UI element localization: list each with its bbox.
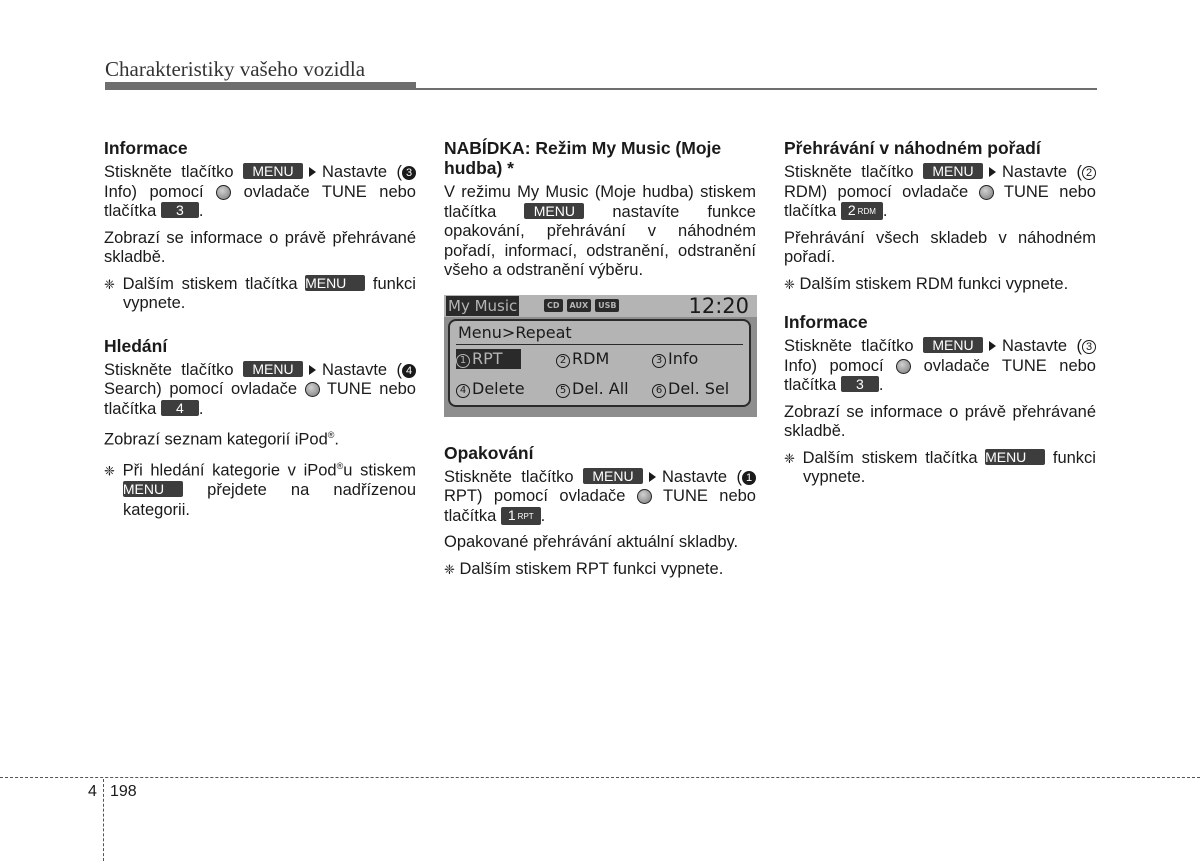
note-star-icon: ❈ [104,276,115,292]
instruction-paragraph: Stiskněte tlačítko MENU Nastavte ( 3Info) pomocí ovladače TUNE nebo tlačítka 3 . [104,163,416,220]
tune-knob-icon [637,489,652,504]
section-hledani [104,336,416,521]
circled-number-icon: 1 [742,471,756,485]
section-heading: NABÍDKA: Režim My Music (Moje hudba) * [444,138,722,178]
footer-vertical-rule [103,779,104,861]
tune-knob-icon [979,185,994,200]
tune-knob-icon [216,185,231,200]
note-star-icon: ❈ [444,561,455,577]
aux-badge: AUX [567,299,592,312]
lcd-option-rdm: 2 RDM [556,349,609,369]
note-paragraph: ❈ Dalším stiskem tlačítka MENU funkci vypnete. [784,448,1096,486]
menu-key-icon: MENU [123,481,183,497]
preset-key-rdm-icon: 2 RDM [841,202,883,220]
circled-number-icon: 4 [402,364,416,378]
lcd-option-del-all: 5 Del. All [556,379,629,399]
lcd-option-rpt: 1 RPT [456,349,521,369]
menu-key-icon: MENU [524,203,584,219]
note-star-icon: ❈ [784,276,795,292]
note-paragraph: ❈ Dalším stiskem RPT funkci vypnete. [444,559,724,578]
cd-badge: CD [544,299,563,312]
section-informace-2 [784,312,1096,488]
circled-number-icon: 2 [1082,166,1096,180]
instruction-paragraph: Stiskněte tlačítko MENU Nastavte ( 3Info) pomocí ovladače TUNE nebo tlačítka 3 . [784,337,1096,394]
description-paragraph: Opakované přehrávání aktuální skladby. [444,533,739,551]
note-star-icon: ❈ [104,463,115,479]
arrow-right-icon [649,472,656,482]
note-paragraph: ❈ Dalším stiskem tlačítka MENU funkci vypnete. [104,274,416,312]
section-nahodne-poradi [784,138,1096,294]
section-heading: Informace [784,312,868,332]
section-heading: Opakování [444,442,534,463]
tune-knob-icon [896,359,911,374]
preset-key-icon: 3 [161,202,199,218]
page-number: 198 [110,783,137,800]
section-heading: Hledání [104,335,168,356]
lcd-status-bar [444,295,757,317]
lcd-separator [456,344,743,346]
lcd-mode-label: My Music [448,296,518,315]
arrow-right-icon [989,341,996,351]
note-paragraph: ❈ Při hledání kategorie v iPod®u stiskem MENU přejdete na nadřízenou kategorii. [104,461,416,519]
preset-key-icon: 4 [161,400,199,416]
usb-badge: USB [595,299,619,312]
section-heading: Informace [104,138,188,158]
menu-key-icon: MENU [305,275,365,291]
chapter-number: 4 [88,783,97,800]
description-paragraph: Zobrazí se informace o právě přehrávané skladbě. [104,228,416,266]
note-star-icon: ❈ [784,450,795,466]
arrow-right-icon [309,167,316,177]
section-informace [104,138,416,314]
circled-number-icon: 3 [402,166,416,180]
instruction-paragraph: Stiskněte tlačítko MENU Nastavte ( 4Search) pomocí ovladače TUNE nebo tlačítka 4 . [104,360,416,418]
section-heading: Přehrávání v náhodném pořadí [784,138,1041,158]
column-right [784,138,1096,502]
menu-key-icon: MENU [243,163,303,179]
arrow-right-icon [309,365,316,375]
circled-number-icon: 3 [1082,340,1096,354]
instruction-paragraph: Stiskněte tlačítko MENU Nastavte ( 1RPT) pomocí ovladače TUNE nebo tlačítka 1 RPT . [444,467,756,525]
preset-key-rpt-icon: 1 RPT [501,507,541,525]
menu-key-icon: MENU [923,163,983,179]
arrow-right-icon [989,167,996,177]
section-nabidka [444,138,756,281]
lcd-option-del-sel: 6 Del. Sel [652,379,729,399]
menu-key-icon: MENU [583,468,643,484]
footer-rule [0,777,1200,778]
menu-key-icon: MENU [985,449,1045,465]
lcd-menu-panel [448,319,751,407]
lcd-option-delete: 4 Delete [456,379,525,399]
description-paragraph: Zobrazí se informace o právě přehrávané skladbě. [784,402,1096,440]
lcd-option-info: 3 Info [652,349,698,369]
tune-knob-icon [305,382,320,397]
instruction-paragraph: Stiskněte tlačítko MENU Nastavte ( 2RDM) pomocí ovladače TUNE nebo tlačítka 2 RDM . [784,163,1096,220]
section-opakovani [444,443,756,580]
menu-key-icon: MENU [243,361,303,377]
lcd-display [444,295,757,417]
lcd-submenu-title: Menu>Repeat [458,322,572,342]
menu-key-icon: MENU [923,337,983,353]
lcd-source-badges [544,299,619,312]
page-header-title: Charakteristiky vašeho vozidla [105,57,366,81]
column-left [104,138,416,534]
note-paragraph: ❈ Dalším stiskem RDM funkci vypnete. [784,274,1069,293]
description-paragraph: Zobrazí seznam kategorií iPod®. [104,430,340,449]
lcd-clock: 12:20 [688,293,749,318]
header-rule [105,82,1097,90]
instruction-paragraph: V režimu My Music (Moje hudba) stiskem tlačítka MENU nastavíte funkce opakování, přehrávání v náhodném pořadí, informací, odstranění, odstranění všeho a odstranění výběru. [444,183,756,279]
column-middle [444,138,756,593]
description-paragraph: Přehrávání všech skladeb v náhodném pořadí. [784,228,1096,266]
preset-key-icon: 3 [841,376,879,392]
